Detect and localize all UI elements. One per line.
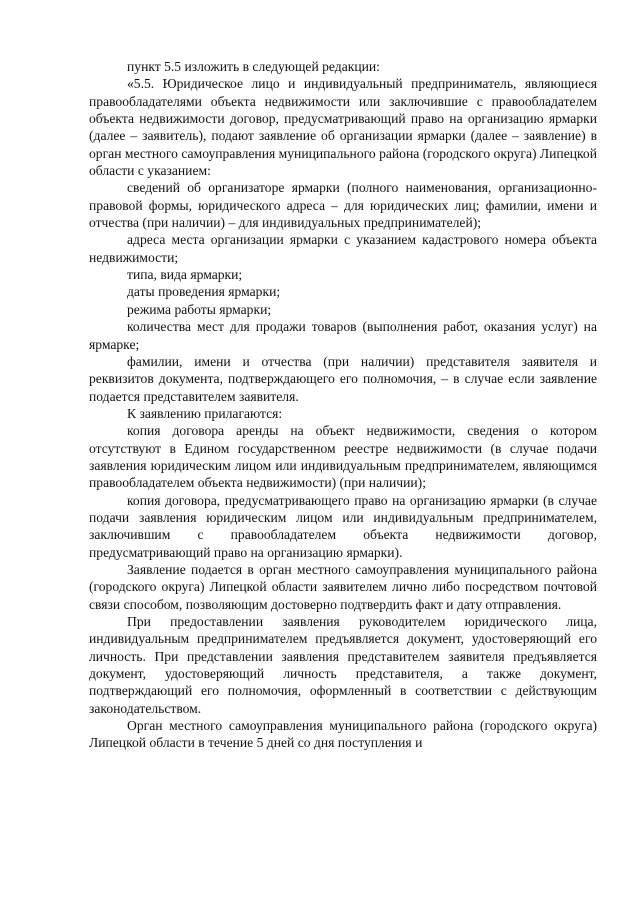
paragraph: Орган местного самоуправления муниципального района (городского округа) Липецкой области в течение 5 дней со дня поступления и <box>89 718 597 751</box>
paragraph: сведений об организаторе ярмарки (полного наименования, организационно-правовой формы, юридического адреса – для юридических лиц; фамилии, имени и отчества (при наличии) – для индивидуальных предпринимателей); <box>89 180 597 231</box>
paragraph: режима работы ярмарки; <box>127 301 272 317</box>
paragraph: копия договора, предусматривающего право на организацию ярмарки (в случае подачи заявления юридическим лицом или индивидуальным предпринимателем, заключившим с правообладателем объекта недвижимости договор, предусматривающий право на организацию ярмарки). <box>89 492 597 560</box>
paragraph: типа, вида ярмарки; <box>127 267 243 283</box>
paragraph: количества мест для продажи товаров (выполнения работ, оказания услуг) на ярмарке; <box>89 319 597 352</box>
paragraph: фамилии, имени и отчества (при наличии) представителя заявителя и реквизитов документа, подтверждающего его полномочия, – в случае если заявление подается представителем заявителя. <box>89 353 597 404</box>
paragraph: копия договора аренды на объект недвижимости, сведения о котором отсутствуют в Едином государственном реестре недвижимости (в случае подачи заявления юридическим лицом или индивидуальным предпринимателем, являющимся правообладателем объекта недвижимости) (при наличии); <box>89 423 597 491</box>
paragraph: Заявление подается в орган местного самоуправления муниципального района (городского округа) Липецкой области заявителем лично либо посредством почтовой связи способом, позволяющим достоверно подтвердить факт и дату отправления. <box>89 561 597 612</box>
paragraph: При предоставлении заявления руководителем юридического лица, индивидуальным предпринимателем предъявляется документ, удостоверяющий его личность. При представлении заявления представителем заявителя предъявляется документ, удостоверяющий личность представителя, а также документ, подтверждающий его полномочия, оформленный в соответствии с действующим законодательством. <box>89 614 597 716</box>
paragraph: адреса места организации ярмарки с указанием кадастрового номера объекта недвижимости; <box>89 232 597 265</box>
paragraph: К заявлению прилагаются: <box>127 405 283 421</box>
document-body <box>89 58 597 752</box>
paragraph: пункт 5.5 изложить в следующей редакции: <box>127 59 380 74</box>
paragraph: «5.5. Юридическое лицо и индивидуальный предприниматель, являющиеся правообладателями объекта недвижимости или заключившие с правообладателем объекта недвижимости договор, предусматривающий право на организацию ярмарки (далее – заявитель), подают заявление об организации ярмарки (далее – заявление) в орган местного самоуправления муниципального района (городского округа) Липецкой области с указанием: <box>89 76 597 179</box>
paragraph: даты проведения ярмарки; <box>127 284 281 300</box>
